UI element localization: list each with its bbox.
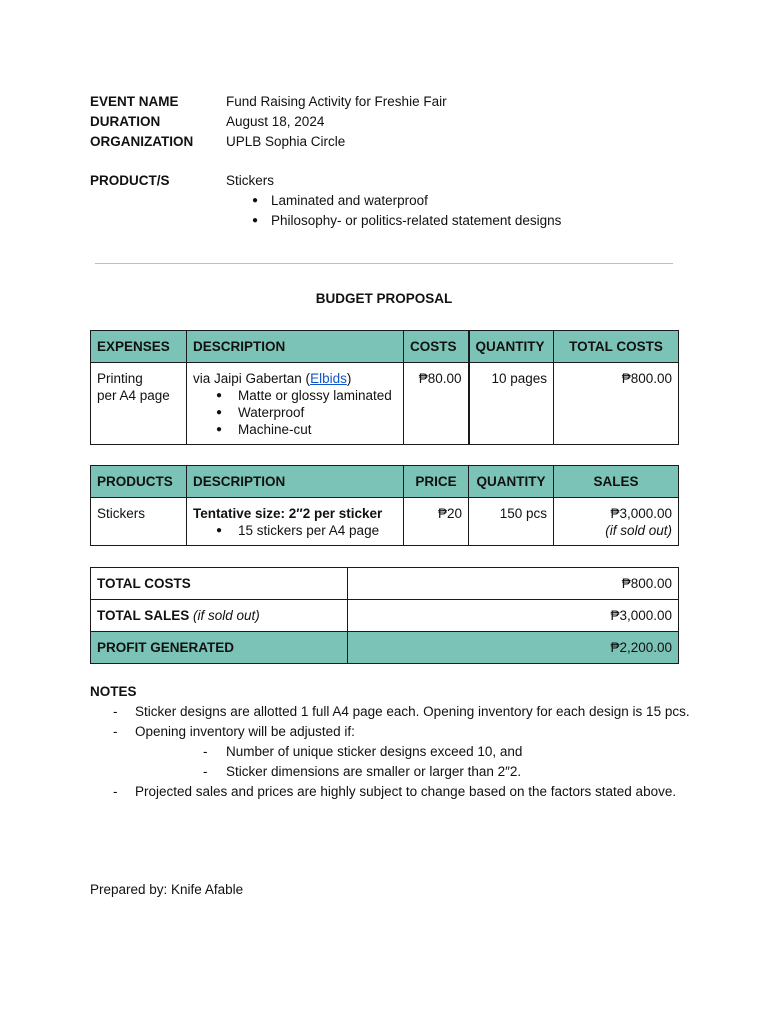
- notes-sublist: [135, 742, 710, 782]
- duration-label: DURATION: [90, 114, 161, 129]
- description-cell: [187, 498, 404, 546]
- header-description: DESCRIPTION: [187, 466, 404, 498]
- size-text: Tentative size: 2″2 per sticker: [193, 506, 383, 521]
- products-table: [90, 465, 679, 546]
- header-quantity: QUANTITY: [469, 331, 554, 363]
- description-text: via Jaipi Gabertan (: [193, 371, 311, 386]
- total-costs-row: [91, 568, 679, 600]
- list-item: - Sticker designs are allotted 1 full A4 page each. Opening inventory for each design is 15 pcs.: [90, 702, 710, 722]
- notes-list: [90, 702, 710, 802]
- list-item: ● 15 stickers per A4 page: [193, 522, 397, 539]
- event-name-label: EVENT NAME: [90, 94, 179, 109]
- product-cell: Stickers: [91, 498, 187, 546]
- total-sales-row: [91, 600, 679, 632]
- duration-row: [90, 112, 690, 132]
- header-quantity: QUANTITY: [469, 466, 554, 498]
- price-cell: ₱20: [404, 498, 469, 546]
- event-info: [90, 92, 690, 231]
- list-item: ● Philosophy- or politics-related statement designs: [226, 211, 690, 231]
- total-sales-label-cell: [91, 600, 348, 632]
- description-cell: [187, 363, 404, 445]
- sales-cell: [554, 498, 679, 546]
- list-item: ● Waterproof: [193, 404, 397, 421]
- profit-row: [91, 632, 679, 664]
- list-item: ● Matte or glossy laminated: [193, 387, 397, 404]
- organization-label: ORGANIZATION: [90, 134, 194, 149]
- organization-value: UPLB Sophia Circle: [226, 134, 346, 149]
- total-sales-label: TOTAL SALES: [97, 608, 190, 623]
- product-bullets: [90, 191, 690, 231]
- profit-label: PROFIT GENERATED: [91, 632, 348, 664]
- event-name-value: Fund Raising Activity for Freshie Fair: [226, 94, 447, 109]
- section-title: BUDGET PROPOSAL: [315, 291, 453, 306]
- description-text: ): [346, 371, 352, 386]
- product-label: PRODUCT/S: [90, 173, 170, 188]
- table-header-row: [91, 331, 679, 363]
- list-item: ● Laminated and waterproof: [226, 191, 690, 211]
- horizontal-divider: [95, 263, 673, 264]
- quantity-cell: 10 pages: [469, 363, 554, 445]
- header-description: DESCRIPTION: [187, 331, 404, 363]
- sales-note: (if sold out): [605, 523, 672, 538]
- profit-value: ₱2,200.00: [348, 632, 679, 664]
- header-sales: SALES: [554, 466, 679, 498]
- list-item: - Sticker dimensions are smaller or larger than 2″2.: [181, 762, 710, 782]
- cost-cell: ₱80.00: [404, 363, 469, 445]
- expense-line: per A4 page: [97, 388, 170, 403]
- list-item: - Projected sales and prices are highly subject to change based on the factors stated above.: [90, 782, 710, 802]
- header-expenses: EXPENSES: [91, 331, 187, 363]
- expenses-table: [90, 330, 679, 445]
- summary-table: [90, 567, 679, 664]
- header-price: PRICE: [404, 466, 469, 498]
- sales-value: ₱3,000.00: [610, 506, 672, 521]
- expense-line: Printing: [97, 371, 143, 386]
- description-line: [193, 370, 397, 387]
- header-products: PRODUCTS: [91, 466, 187, 498]
- elbids-link[interactable]: Elbids: [310, 371, 347, 386]
- list-item: ● Machine-cut: [193, 421, 397, 438]
- total-cost-cell: ₱800.00: [554, 363, 679, 445]
- total-sales-value: ₱3,000.00: [348, 600, 679, 632]
- duration-value: August 18, 2024: [226, 114, 325, 129]
- quantity-cell: 150 pcs: [469, 498, 554, 546]
- note-text: Opening inventory will be adjusted if:: [135, 724, 355, 739]
- event-name-row: [90, 92, 690, 112]
- total-costs-label: TOTAL COSTS: [91, 568, 348, 600]
- prepared-by: Prepared by: Knife Afable: [90, 882, 244, 897]
- table-row: [91, 498, 679, 546]
- total-costs-value: ₱800.00: [348, 568, 679, 600]
- product-row: [90, 171, 690, 191]
- table-row: [91, 363, 679, 445]
- notes-title: NOTES: [90, 684, 137, 699]
- list-item: [90, 722, 710, 782]
- organization-row: [90, 132, 690, 152]
- total-sales-note: (if sold out): [193, 608, 260, 623]
- description-bullets: [193, 522, 397, 539]
- table-header-row: [91, 466, 679, 498]
- expense-cell: [91, 363, 187, 445]
- notes-section: [90, 682, 710, 802]
- header-costs: COSTS: [404, 331, 469, 363]
- description-bullets: [193, 387, 397, 438]
- product-value: Stickers: [226, 173, 275, 188]
- header-total-costs: TOTAL COSTS: [554, 331, 679, 363]
- list-item: - Number of unique sticker designs exceed 10, and: [181, 742, 710, 762]
